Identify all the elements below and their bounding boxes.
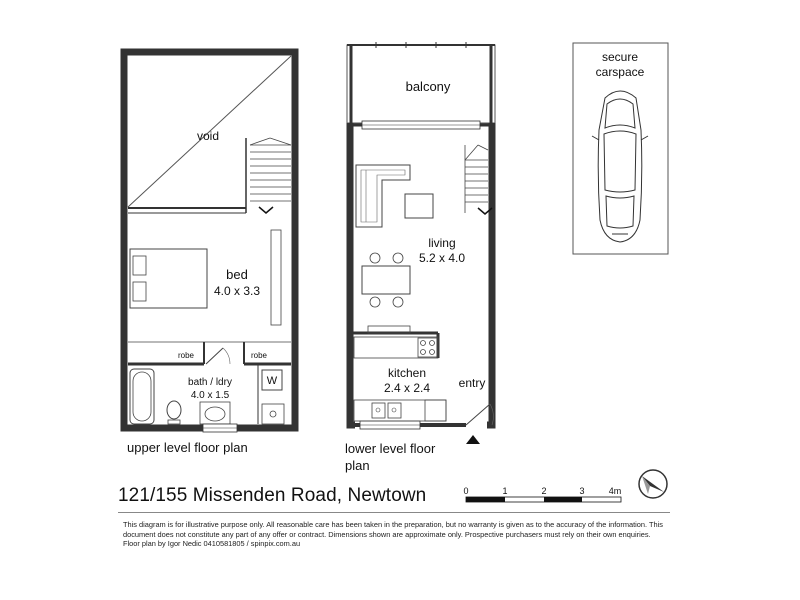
property-address: 121/155 Missenden Road, Newtown bbox=[118, 485, 427, 506]
upper-level-plan bbox=[124, 52, 295, 432]
scale-label-1: 1 bbox=[502, 486, 508, 496]
void-label: void bbox=[196, 129, 220, 143]
pillow-icon bbox=[133, 256, 146, 275]
bath-label: bath / ldry bbox=[188, 377, 232, 388]
kitchen-label: kitchen bbox=[387, 366, 427, 380]
robe-right-label: robe bbox=[250, 351, 268, 360]
dining-table-icon bbox=[362, 266, 410, 294]
scale-segment bbox=[466, 497, 505, 502]
kitchen-dims: 2.4 x 2.4 bbox=[383, 381, 431, 395]
bench-top bbox=[354, 337, 438, 358]
scale-label-4m: 4m bbox=[608, 486, 622, 496]
tub-drain-icon bbox=[270, 411, 276, 417]
upper-level-caption: upper level floor plan bbox=[127, 440, 248, 455]
scale-segment bbox=[544, 497, 582, 502]
entry-arrow-icon bbox=[466, 435, 480, 444]
robe-left-label: robe bbox=[177, 351, 195, 360]
car-icon bbox=[592, 91, 648, 242]
carspace-label-line2: carspace bbox=[595, 65, 645, 79]
bath-dims: 4.0 x 1.5 bbox=[190, 390, 230, 401]
stair-arrow-icon bbox=[259, 207, 273, 213]
coffee-table-icon bbox=[405, 194, 433, 218]
cooktop-icon bbox=[418, 338, 437, 357]
upper-outer-wall bbox=[124, 52, 295, 428]
lower-wall-left bbox=[350, 123, 355, 425]
north-compass-icon bbox=[639, 470, 667, 498]
fridge-icon bbox=[425, 400, 446, 421]
sofa-cushion bbox=[361, 170, 405, 222]
sink-bowl-icon bbox=[372, 403, 385, 418]
bed-dims: 4.0 x 3.3 bbox=[213, 284, 261, 298]
scale-label-2: 2 bbox=[541, 486, 547, 496]
laundry-tub-icon bbox=[262, 404, 284, 424]
living-label: living bbox=[428, 236, 456, 250]
lower-stairs bbox=[465, 145, 488, 213]
upper-stairs bbox=[250, 138, 291, 201]
lower-wall-right bbox=[487, 123, 492, 425]
scale-label-3: 3 bbox=[579, 486, 585, 496]
lower-level-plan bbox=[347, 42, 495, 444]
disclaimer-text: This diagram is for illustrative purpose only. All reasonable care has been taken in the preparation, but no warranty is given as to the accuracy of the information. This document does not constitute any part of any offer or contract. Dimensions shown are approximate only. Prospective purchasers must rely on their own enquiries. Floor plan by Igor Nedic 0410581805 / spinpix.com.au bbox=[123, 520, 663, 549]
scale-bar bbox=[463, 486, 621, 502]
bathtub-inner bbox=[133, 372, 151, 421]
door-swing-icon bbox=[223, 348, 230, 364]
carspace-label-line1: secure bbox=[601, 50, 639, 64]
balcony-label: balcony bbox=[405, 79, 451, 94]
dining-chairs bbox=[370, 253, 403, 307]
washer-label: W bbox=[266, 375, 278, 387]
entry-label: entry bbox=[458, 376, 486, 390]
living-dims: 5.2 x 4.0 bbox=[418, 251, 466, 265]
entry-door-icon bbox=[466, 404, 490, 425]
carspace bbox=[573, 43, 668, 254]
basin-icon bbox=[205, 407, 225, 421]
bed-icon bbox=[130, 249, 207, 308]
scale-label-0: 0 bbox=[463, 486, 469, 496]
pillow-icon bbox=[133, 282, 146, 301]
bed-label: bed bbox=[226, 267, 248, 282]
wardrobe-icon bbox=[271, 230, 281, 325]
lower-level-caption: lower level floor plan bbox=[345, 441, 436, 473]
toilet-icon bbox=[167, 401, 181, 419]
bath-door-icon bbox=[206, 348, 223, 364]
footer-divider bbox=[118, 512, 670, 513]
toilet-cistern bbox=[168, 420, 180, 424]
sink-bowl-icon bbox=[388, 403, 401, 418]
sofa-icon bbox=[356, 165, 410, 227]
